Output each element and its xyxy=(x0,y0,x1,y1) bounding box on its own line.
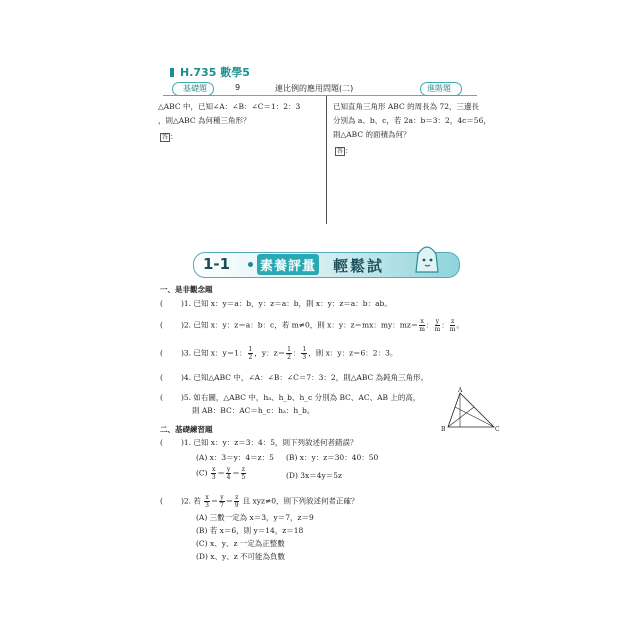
s1-q5-text: 5. 如右圖，△ABC 中，hₐ、h_b、h_c 分別為 BC、AC、AB 上的高， xyxy=(183,393,421,402)
vertex-a-label: A xyxy=(458,387,463,394)
brand-subject: 數學5 xyxy=(220,66,250,79)
fraction: $\frac{x}{m}$ xyxy=(419,318,425,333)
answer-paren-close: ) xyxy=(180,348,184,358)
s1-q5-line2: 則 AB：BC：AC＝h_c：hₐ：h_b。 xyxy=(192,406,315,415)
answer-paren-open: ( xyxy=(160,393,163,402)
answer-paren-open: ( xyxy=(160,299,163,308)
vertex-b-label: B xyxy=(441,426,446,433)
s2-q2-stem-b: 且 xyz≠0，則下列敘述何者正確？ xyxy=(242,496,359,506)
s2-q2-opt-d: (D) x、y、z 不可能為負數 xyxy=(196,552,286,561)
s1-q2-end: 。 xyxy=(456,320,464,330)
s2-q2-stem: 2. 若 xyxy=(183,496,201,506)
s2-q1 xyxy=(160,437,358,448)
top-left-line2: ，則△ABC 為何種三角形？ xyxy=(158,116,251,125)
fraction: $\frac{1}{2}$ xyxy=(287,346,291,361)
section1-title: 一、是非觀念題 xyxy=(160,285,213,294)
top-right-line1: 已知直角三角形 ABC 的周長為 72，三邊長 xyxy=(333,102,480,111)
answer-paren-close: ) xyxy=(180,373,184,382)
basic-label: 基礎題 xyxy=(172,82,214,96)
answer-icon: 答 xyxy=(337,148,344,155)
answer-paren-close: ) xyxy=(180,438,184,447)
s1-q2-text: 2. 已知 x：y：z＝a：b：c，若 m≠0，則 x：y：z＝mx：my：mz＝ xyxy=(183,320,419,330)
fraction: $\frac{y}{m}$ xyxy=(434,318,441,333)
answer-paren-open: ( xyxy=(160,496,163,506)
answer-paren-close: ) xyxy=(180,393,184,402)
s1-q2: ( )2. 已知 x：y：z＝a：b：c，若 m≠0，則 x：y：z＝mx：my：mz＝ $\frac{x}{m}$ ： $\frac{y}{m}$ ： $\frac{z}{m}$ 。 xyxy=(160,318,464,333)
fraction: $\frac{1}{2}$ xyxy=(248,346,253,361)
banner-number: 1-1 xyxy=(203,255,231,273)
top-right-line3: 則△ABC 的面積為何？ xyxy=(333,130,411,139)
answer-paren-open: ( xyxy=(160,348,163,358)
top-right-line2: 分別為 a、b、c，若 2a：b＝3：2，4c＝56， xyxy=(333,116,491,125)
s1-q3-text: 3. 已知 x：y＝1： xyxy=(183,348,247,358)
book-brand xyxy=(170,64,250,80)
section2-title: 二、基礎練習題 xyxy=(160,425,213,434)
s1-q1 xyxy=(160,298,392,309)
s2-q2-opt-b: (B) 若 x＝6，則 y＝14，z＝18 xyxy=(196,526,304,535)
brand-text: H.735 xyxy=(180,66,217,79)
s2-q1-opt-d: (D) 3x＝4y＝5z xyxy=(286,471,342,480)
banner-tag: 素養評量 xyxy=(257,254,319,275)
fraction: $\frac{z}{m}$ xyxy=(449,318,456,333)
fraction: $\frac{x}{3}$ xyxy=(211,466,216,481)
top-right-answer: 答 ： xyxy=(337,146,353,155)
fraction: $\frac{y}{7}$ xyxy=(219,494,224,509)
triangle-figure xyxy=(440,385,502,435)
answer-icon: 答 xyxy=(162,134,169,141)
fraction: $\frac{y}{4}$ xyxy=(226,466,231,481)
s2-q2: ( )2. 若 $\frac{x}{3}$ ＝ $\frac{y}{7}$ ＝ $\frac{z}{9}$ 且 xyz≠0，則下列敘述何者正確？ xyxy=(160,494,359,509)
s1-q4 xyxy=(160,372,428,383)
mascot-icon xyxy=(412,242,442,274)
fraction: $\frac{1}{3}$ xyxy=(302,346,307,361)
answer-paren-open: ( xyxy=(160,438,163,447)
answer-paren-open: ( xyxy=(160,320,163,330)
s1-q3-text-b: ，y：z＝ xyxy=(254,348,286,358)
answer-paren-open: ( xyxy=(160,373,163,382)
s2-q2-opt-a: (A) 三數一定為 x＝3，y＝7，z＝9 xyxy=(196,513,314,522)
top-left-answer: 答 ： xyxy=(162,132,178,141)
advanced-label: 進階題 xyxy=(420,82,462,96)
top-left-line1: △ABC 中，已知∠A：∠B：∠C＝1：2：3 xyxy=(158,102,301,111)
fraction: $\frac{x}{3}$ xyxy=(205,494,209,509)
fraction: $\frac{z}{5}$ xyxy=(241,466,246,481)
brand-marker-icon xyxy=(170,68,174,77)
vertex-c-label: C xyxy=(495,426,500,433)
answer-paren-close: ) xyxy=(180,299,184,308)
banner-bullet-icon xyxy=(248,262,253,267)
s2-q1-opt-b: (B) x：y：z＝30：40：50 xyxy=(286,453,379,462)
lesson-title: 連比例的應用問題(二) xyxy=(275,84,354,93)
s1-q4-text: 4. 已知△ABC 中，∠A：∠B：∠C＝7：3：2，則△ABC 為鈍角三角形。 xyxy=(183,373,429,382)
banner-subtitle: 輕鬆試 xyxy=(333,257,385,275)
answer-paren-close: ) xyxy=(180,320,184,330)
s1-q1-text: 1. 已知 x：y＝a：b，y：z＝a：b，則 x：y：z＝a：b：ab。 xyxy=(183,299,392,308)
s1-q5 xyxy=(160,392,420,403)
fraction: $\frac{z}{9}$ xyxy=(234,494,239,509)
s2-q1-opt-c: (C) $\frac{x}{3}$ ＝ $\frac{y}{4}$ ＝ $\frac{z}{5}$ xyxy=(196,466,246,481)
s1-q3: ( )3. 已知 x：y＝1： $\frac{1}{2}$ ，y：z＝ $\frac{1}{2}$ ： $\frac{1}{3}$ ，則 x：y：z＝6：2：3。 xyxy=(160,346,398,361)
s1-q3-text-c: ，則 x：y：z＝6：2：3。 xyxy=(308,348,398,358)
lesson-number: 9 xyxy=(235,83,241,92)
s2-q1-stem: 1. 已知 x：y：z＝3：4：5，則下列敘述何者錯誤？ xyxy=(183,438,358,447)
answer-paren-close: ) xyxy=(180,496,184,506)
s2-q1-opt-a: (A) x：3＝y：4＝z：5 xyxy=(196,453,274,462)
column-divider xyxy=(326,96,327,224)
s2-q2-opt-c: (C) x、y、z 一定為正整數 xyxy=(196,539,285,548)
